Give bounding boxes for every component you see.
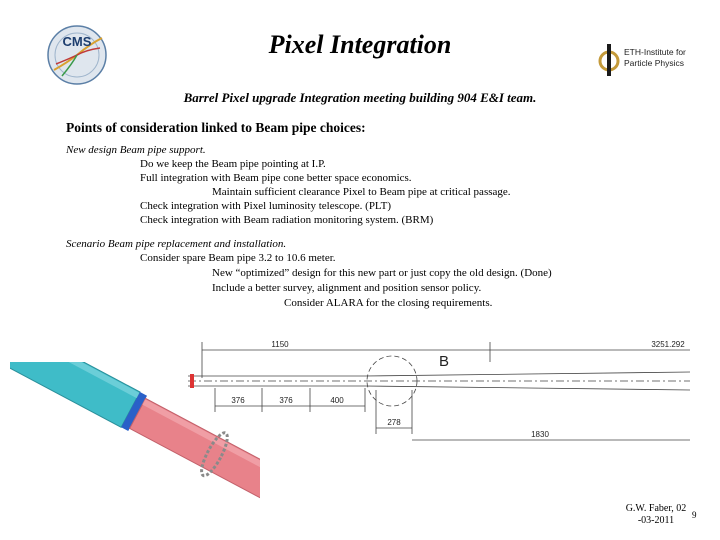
section1-item: Maintain sufficient clearance Pixel to Beam pipe at critical passage. xyxy=(212,186,511,198)
dim-label: 278 xyxy=(387,418,401,427)
section2-label: Scenario Beam pipe replacement and installation. xyxy=(66,238,287,250)
page-number: 9 xyxy=(692,510,697,520)
section1-label: New design Beam pipe support. xyxy=(66,144,206,156)
technical-drawing xyxy=(180,328,700,448)
dim-label: 1830 xyxy=(531,430,549,439)
section1-item: Check integration with Pixel luminosity telescope. (PLT) xyxy=(140,200,392,212)
detail-label: B xyxy=(438,353,450,370)
section1-item: Full integration with Beam pipe cone better space economics. xyxy=(140,172,412,184)
pipe-cyan-section xyxy=(10,362,140,427)
cms-logo-text: CMS xyxy=(62,34,92,49)
page-title: Pixel Integration xyxy=(268,30,452,59)
section2-item: Include a better survey, alignment and position sensor policy. xyxy=(212,282,482,294)
dim-label: 3251.292 xyxy=(651,340,685,349)
dim-label: 376 xyxy=(231,396,245,405)
section1-item: Do we keep the Beam pipe pointing at I.P. xyxy=(140,158,326,170)
section2-item: Consider ALARA for the closing requirements. xyxy=(284,297,493,309)
dim-label: 1150 xyxy=(271,340,289,349)
section2-item: New “optimized” design for this new part or just copy the old design. (Done) xyxy=(212,267,552,279)
section2-item: Consider spare Beam pipe 3.2 to 10.6 meter. xyxy=(140,252,336,264)
dim-label: 376 xyxy=(279,396,293,405)
section-heading: Points of consideration linked to Beam pipe choices: xyxy=(66,120,366,135)
footer-date: -03-2011 xyxy=(637,515,675,526)
footer-author xyxy=(620,503,692,527)
eth-logo-line1: ETH-Institute for xyxy=(624,47,686,57)
dim-label: 400 xyxy=(330,396,344,405)
eth-logo-line2: Particle Physics xyxy=(624,58,684,68)
section1-item: Check integration with Beam radiation monitoring system. (BRM) xyxy=(140,214,434,226)
footer-author-name: G.W. Faber, 02 xyxy=(625,503,687,514)
subtitle: Barrel Pixel upgrade Integration meeting building 904 E&I team. xyxy=(183,90,537,105)
